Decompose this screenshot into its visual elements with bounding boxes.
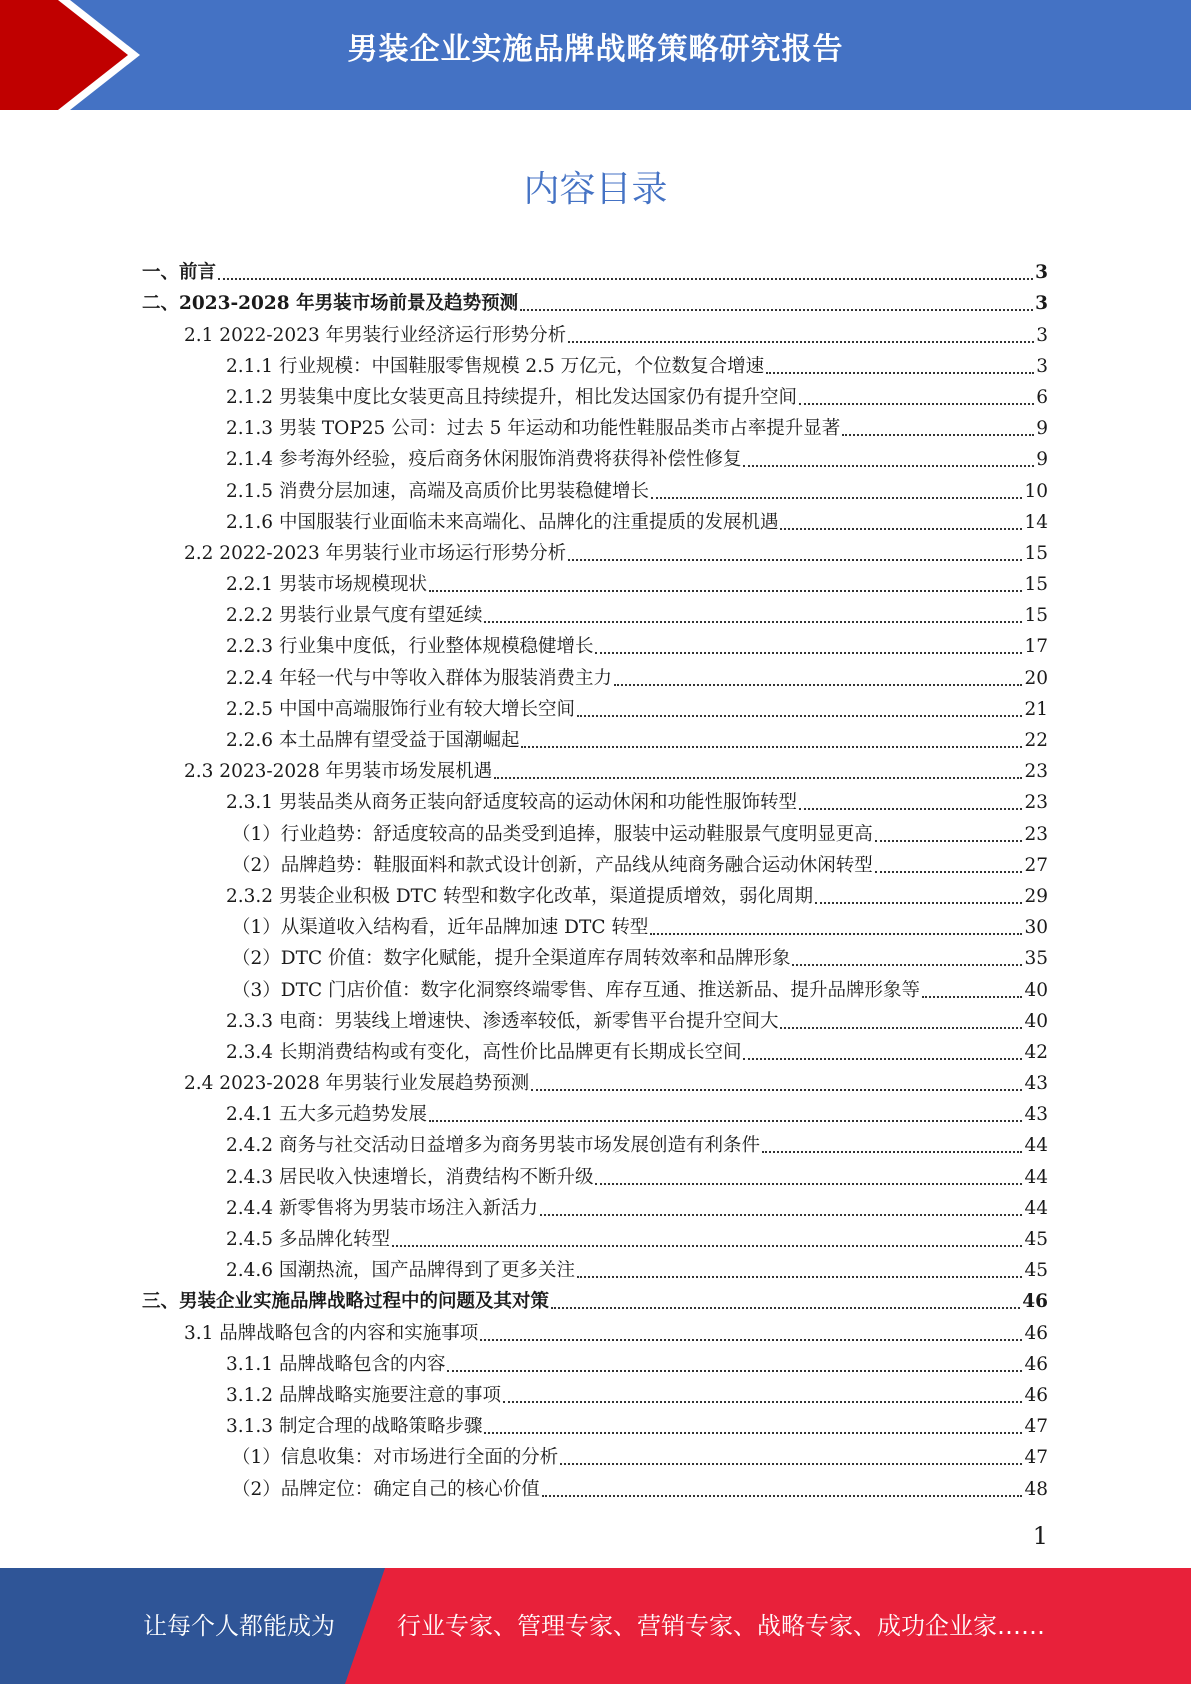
toc-leader-dots [521,746,1022,748]
toc-entry-page: 17 [1024,636,1048,658]
toc-entry[interactable] [142,316,1048,347]
toc-entry-page: 48 [1024,1478,1048,1500]
toc-leader-dots [484,1432,1022,1434]
toc-entry[interactable] [142,1158,1048,1189]
toc-leader-dots [531,1089,1022,1091]
toc-entry-label: 2.2.5 中国中高端服饰行业有较大增长空间 [226,698,575,720]
toc-leader-dots [540,1214,1022,1216]
toc-heading: 内容目录 [523,169,668,210]
toc-leader-dots [766,372,1034,374]
toc-entry-page: 42 [1024,1041,1048,1063]
toc-leader-dots [842,434,1034,436]
toc-entry-page: 30 [1024,917,1048,939]
toc-entry-label: 2.4.1 五大多元趋势发展 [226,1104,427,1126]
toc-entry-label: 2.3 2023-2028 年男装市场发展机遇 [184,761,493,783]
toc-entry-page: 44 [1024,1197,1048,1219]
toc-entry[interactable] [142,784,1048,815]
toc-entry-page: 40 [1024,979,1048,1001]
toc-entry-page: 6 [1036,386,1048,408]
toc-entry-label: 2.3.3 电商：男装线上增速快、渗透率较低，新零售平台提升空间大 [226,1010,779,1032]
toc-entry[interactable] [142,722,1048,753]
toc-entry-label: 2.2.6 本土品牌有望受益于国潮崛起 [226,730,520,751]
toc-entry[interactable] [142,535,1048,566]
page-footer [0,1568,1191,1684]
toc-entry-page: 23 [1024,761,1048,783]
toc-entry-label: 2.4.2 商务与社交活动日益增多为商务男装市场发展创造有利条件 [226,1135,760,1157]
toc-leader-dots [780,528,1022,530]
toc-entry-page: 45 [1024,1229,1048,1250]
toc-entry-label: 2.3.1 男装品类从商务正装向舒适度较高的运动休闲和功能性服饰转型 [226,792,797,814]
toc-entry-label: 2.2.2 男装行业景气度有望延续 [226,605,483,627]
toc-entry-label: 2.3.4 长期消费结构或有变化，高性价比品牌更有长期成长空间 [226,1041,742,1063]
toc-entry-page: 3 [1036,355,1048,377]
toc-entry[interactable] [142,1127,1048,1158]
toc-entry-page: 47 [1024,1416,1048,1438]
toc-entry-page: 47 [1024,1447,1048,1469]
toc-leader-dots [922,996,1022,998]
toc-entry[interactable] [142,628,1048,659]
toc-entry-page: 43 [1024,1073,1048,1095]
toc-entry-label: 2.1.5 消费分层加速，高端及高质价比男装稳健增长 [226,480,649,502]
toc-entry[interactable] [142,1377,1048,1408]
toc-entry[interactable] [142,878,1048,909]
toc-entry-page: 46 [1024,1322,1048,1344]
toc-leader-dots [568,341,1034,343]
toc-leader-dots [743,1058,1022,1060]
toc-leader-dots [875,840,1023,842]
table-of-contents [142,254,1048,1502]
toc-leader-dots [577,1276,1022,1278]
toc-entry-page: 44 [1024,1135,1048,1157]
toc-entry-label: 三、男装企业实施品牌战略过程中的问题及其对策 [142,1291,550,1313]
toc-entry-label: （2）品牌定位：确定自己的核心价值 [232,1478,540,1500]
toc-entry[interactable] [142,1408,1048,1439]
toc-leader-dots [218,278,1033,280]
toc-entry-page: 9 [1036,449,1048,471]
toc-entry-page: 14 [1024,511,1048,533]
toc-leader-dots [429,590,1022,592]
toc-entry-label: 2.1 2022-2023 年男装行业经济运行形势分析 [184,324,567,346]
toc-entry[interactable] [142,254,1048,285]
toc-entry[interactable] [142,285,1048,316]
toc-entry-label: 2.4.4 新零售将为男装市场注入新活力 [226,1197,538,1219]
toc-entry[interactable] [142,1439,1048,1470]
toc-entry-page: 3 [1036,324,1048,346]
toc-entry[interactable] [142,659,1048,690]
toc-leader-dots [743,465,1034,467]
toc-entry[interactable] [142,815,1048,846]
toc-entry-label: （1）信息收集：对市场进行全面的分析 [232,1447,559,1469]
toc-entry-label: 2.1.4 参考海外经验，疫后商务休闲服饰消费将获得补偿性修复 [226,449,742,471]
toc-leader-dots [447,1370,1022,1372]
toc-entry-page: 35 [1024,948,1048,970]
toc-entry[interactable] [142,1346,1048,1377]
toc-entry[interactable] [142,410,1048,441]
footer-slogan-left: 让每个人都能成为 [143,1612,335,1640]
toc-entry-page: 44 [1024,1166,1048,1188]
toc-entry[interactable] [142,971,1048,1002]
toc-entry[interactable] [142,1221,1048,1252]
toc-entry-page: 10 [1024,480,1048,502]
toc-entry-label: 2.1.2 男装集中度比女装更高且持续提升，相比发达国家仍有提升空间 [226,386,797,408]
toc-entry-label: 2.2.1 男装市场规模现状 [226,574,427,596]
toc-entry-page: 45 [1024,1260,1048,1282]
toc-entry-label: 2.2.3 行业集中度低，行业整体规模稳健增长 [226,636,594,658]
toc-entry-label: 一、前言 [142,262,217,284]
toc-leader-dots [392,1245,1022,1247]
toc-leader-dots [480,1339,1022,1341]
toc-entry[interactable] [142,691,1048,722]
toc-leader-dots [595,1183,1022,1185]
toc-entry[interactable] [142,379,1048,410]
toc-leader-dots [568,559,1022,561]
toc-entry[interactable] [142,504,1048,535]
toc-leader-dots [520,309,1033,311]
toc-leader-dots [484,621,1022,623]
toc-entry[interactable] [142,1003,1048,1034]
toc-entry-page: 3 [1035,262,1048,284]
toc-entry[interactable] [142,1314,1048,1345]
toc-entry-label: 2.4.6 国潮热流，国产品牌得到了更多关注 [226,1260,575,1282]
toc-entry[interactable] [142,472,1048,503]
toc-entry[interactable] [142,1470,1048,1501]
toc-leader-dots [799,403,1034,405]
toc-entry[interactable] [142,348,1048,379]
toc-entry[interactable] [142,847,1048,878]
toc-entry-page: 21 [1024,698,1048,720]
toc-entry[interactable] [142,1034,1048,1065]
toc-leader-dots [429,1120,1022,1122]
toc-entry-page: 27 [1024,854,1048,876]
toc-entry-label: 2.3.2 男装企业积极 DTC 转型和数字化改革，渠道提质增效，弱化周期 [226,885,814,907]
toc-entry-label: 2.1.1 行业规模：中国鞋服零售规模 2.5 万亿元，个位数复合增速 [226,355,765,377]
page-number: 1 [1032,1522,1048,1550]
toc-entry-label: 2.4 2023-2028 年男装行业发展趋势预测 [184,1073,530,1095]
toc-entry-page: 40 [1024,1010,1048,1032]
toc-entry-page: 22 [1024,730,1048,751]
toc-leader-dots [792,964,1022,966]
toc-entry[interactable] [142,940,1048,971]
toc-entry[interactable] [142,566,1048,597]
toc-entry-label: 2.1.3 男装 TOP25 公司：过去 5 年运动和功能性鞋服品类市占率提升显著 [226,418,841,440]
toc-entry[interactable] [142,1283,1048,1314]
toc-entry-page: 15 [1024,605,1048,627]
toc-leader-dots [551,1307,1020,1309]
toc-leader-dots [595,652,1022,654]
footer-slogan-right: 行业专家、管理专家、营销专家、战略专家、成功企业家…… [397,1612,1045,1640]
toc-entry[interactable] [142,1252,1048,1283]
toc-leader-dots [650,933,1022,935]
toc-entry-page: 15 [1024,574,1048,596]
toc-entry[interactable] [142,441,1048,472]
toc-entry[interactable] [142,1096,1048,1127]
toc-entry-page: 20 [1024,667,1048,689]
toc-entry-label: 3.1 品牌战略包含的内容和实施事项 [184,1322,479,1344]
toc-entry[interactable] [142,1065,1048,1096]
toc-leader-dots [542,1495,1023,1497]
toc-entry-label: （2）品牌趋势：鞋服面料和款式设计创新，产品线从纯商务融合运动休闲转型 [232,854,873,876]
toc-entry-label: 2.2 2022-2023 年男装行业市场运行形势分析 [184,542,567,564]
toc-entry-label: （1）从渠道收入结构看，近年品牌加速 DTC 转型 [232,917,649,939]
toc-leader-dots [762,1151,1022,1153]
toc-entry-label: 2.1.6 中国服装行业面临未来高端化、品牌化的注重提质的发展机遇 [226,511,779,533]
toc-entry[interactable] [142,909,1048,940]
toc-entry-label: （3）DTC 门店价值：数字化洞察终端零售、库存互通、推送新品、提升品牌形象等 [232,979,920,1001]
page-header [0,0,1191,110]
toc-leader-dots [799,808,1022,810]
toc-leader-dots [503,1401,1022,1403]
toc-entry-label: 3.1.3 制定合理的战略策略步骤 [226,1416,483,1438]
toc-leader-dots [651,497,1022,499]
toc-leader-dots [560,1463,1022,1465]
toc-entry[interactable] [142,753,1048,784]
toc-leader-dots [815,902,1022,904]
toc-entry-page: 43 [1024,1104,1048,1126]
report-title: 男装企业实施品牌战略策略研究报告 [347,32,844,67]
toc-entry-label: 3.1.2 品牌战略实施要注意的事项 [226,1384,501,1406]
toc-entry-page: 23 [1024,792,1048,814]
toc-leader-dots [614,684,1022,686]
toc-entry[interactable] [142,1190,1048,1221]
toc-leader-dots [494,777,1022,779]
toc-entry-label: 2.2.4 年轻一代与中等收入群体为服装消费主力 [226,667,612,689]
toc-entry-label: （1）行业趋势：舒适度较高的品类受到追捧，服装中运动鞋服景气度明显更高 [232,823,873,845]
toc-entry-page: 46 [1024,1353,1048,1375]
toc-entry-page: 46 [1024,1384,1048,1406]
toc-entry[interactable] [142,597,1048,628]
toc-entry-page: 46 [1022,1291,1048,1313]
toc-entry-page: 3 [1035,293,1048,315]
toc-leader-dots [780,1027,1022,1029]
toc-entry-label: 二、2023-2028 年男装市场前景及趋势预测 [142,293,519,315]
toc-leader-dots [875,871,1023,873]
toc-entry-label: 2.4.5 多品牌化转型 [226,1229,390,1250]
toc-entry-label: 2.4.3 居民收入快速增长，消费结构不断升级 [226,1166,594,1188]
toc-entry-page: 15 [1024,542,1048,564]
toc-entry-label: （2）DTC 价值：数字化赋能，提升全渠道库存周转效率和品牌形象 [232,948,791,970]
toc-entry-page: 9 [1036,418,1048,440]
toc-entry-page: 23 [1024,823,1048,845]
toc-entry-label: 3.1.1 品牌战略包含的内容 [226,1353,446,1375]
toc-entry-page: 29 [1024,885,1048,907]
toc-leader-dots [577,715,1022,717]
